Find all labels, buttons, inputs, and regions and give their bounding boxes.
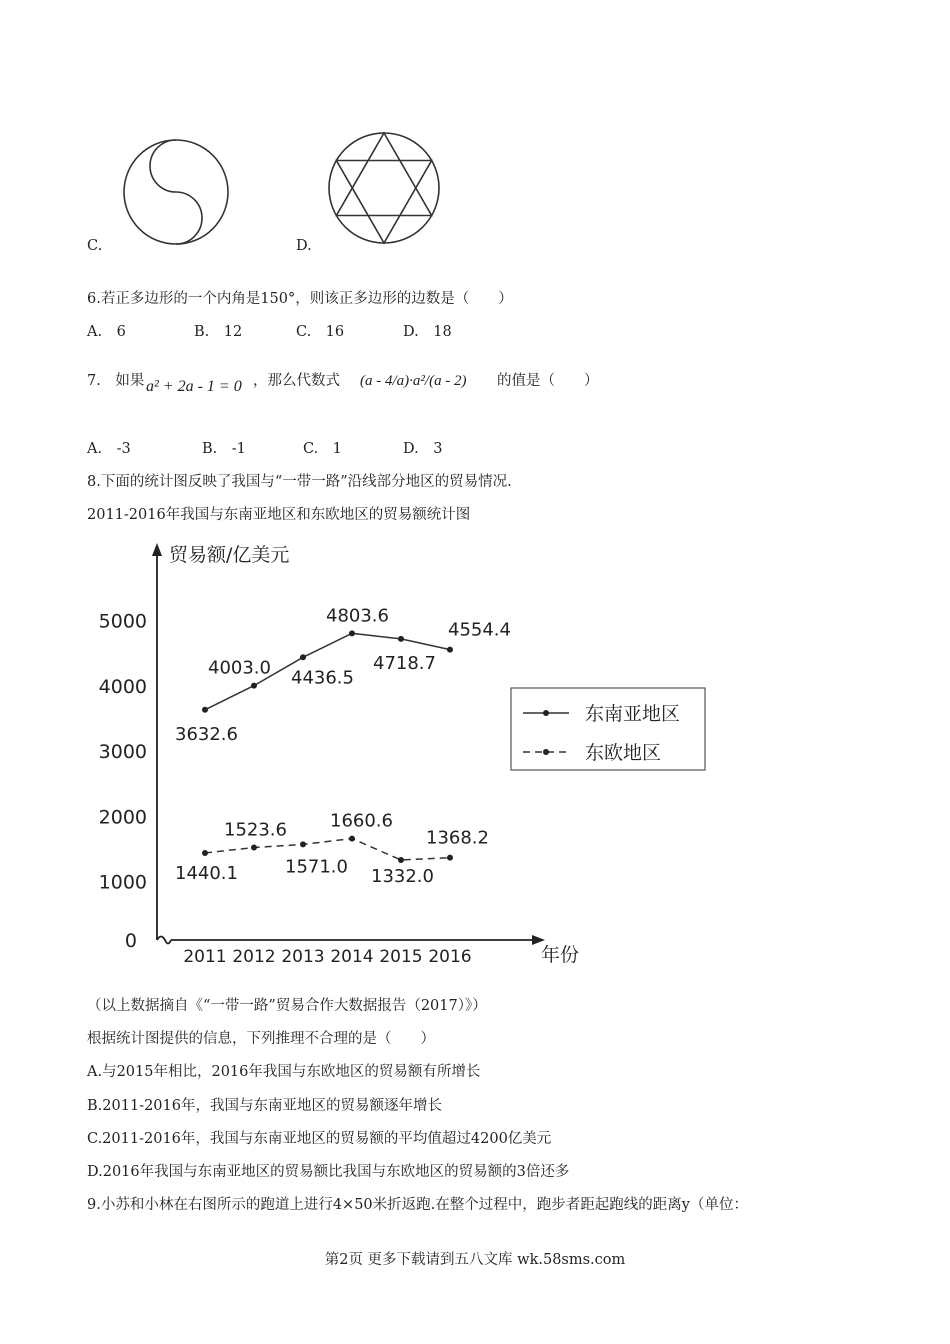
x-tick-label: 2015 xyxy=(379,947,423,967)
q6-option-b: B. 12 xyxy=(194,324,243,340)
x-tick-label: 2014 xyxy=(330,947,374,967)
data-source-note: （以上数据摘自《“一带一路”贸易合作大数据报告（2017）》） xyxy=(87,998,487,1014)
y-tick-label: 4000 xyxy=(98,675,147,698)
data-label: 3632.6 xyxy=(175,723,238,745)
x-tick-label: 2011 xyxy=(183,947,227,967)
q7-mid: ，那么代数式 xyxy=(253,373,340,389)
q8-option-c: C.2011-2016年，我国与东南亚地区的贸易额的平均值超过4200亿美元 xyxy=(87,1131,552,1147)
data-label: 4554.4 xyxy=(448,619,511,641)
data-point xyxy=(300,654,306,660)
q7-condition: a² + 2a - 1 = 0 xyxy=(146,378,242,395)
y-tick-label: 0 xyxy=(124,930,137,952)
data-label: 4803.6 xyxy=(326,605,389,627)
data-point xyxy=(349,836,355,842)
data-point xyxy=(398,857,404,863)
data-point xyxy=(202,707,208,713)
data-point xyxy=(202,850,208,856)
axis-break xyxy=(157,937,171,944)
q7-tail: 的值是（ ） xyxy=(497,373,599,389)
option-d-label: D. xyxy=(296,238,312,254)
legend-marker xyxy=(543,710,549,716)
data-point xyxy=(349,630,355,636)
data-label: 4436.5 xyxy=(291,667,354,689)
page-footer: 第2页 更多下载请到五八文库 wk.58sms.com xyxy=(324,1252,626,1268)
chart-caption: 2011-2016年我国与东南亚地区和东欧地区的贸易额统计图 xyxy=(87,507,471,523)
legend-label: 东南亚地区 xyxy=(585,703,681,725)
q6-option-a: A. 6 xyxy=(87,324,126,340)
data-point xyxy=(447,647,453,653)
data-point xyxy=(300,841,306,847)
data-point xyxy=(251,845,257,851)
trade-line-chart xyxy=(95,535,681,975)
q7-option-c: C. 1 xyxy=(303,441,342,457)
data-point xyxy=(398,636,404,642)
q8-option-b: B.2011-2016年，我国与东南亚地区的贸易额逐年增长 xyxy=(87,1098,442,1114)
yin-yang-figure xyxy=(118,135,236,247)
q6-option-c: C. 16 xyxy=(296,324,345,340)
q7-option-a: A. -3 xyxy=(87,441,131,457)
y-tick-label: 1000 xyxy=(98,871,147,894)
y-tick-label: 2000 xyxy=(98,806,147,829)
q7-option-d: D. 3 xyxy=(403,441,443,457)
q8-option-a: A.与2015年相比，2016年我国与东欧地区的贸易额有所增长 xyxy=(87,1064,481,1080)
x-tick-label: 2013 xyxy=(281,947,325,967)
q8-question: 根据统计图提供的信息，下列推理不合理的是（ ） xyxy=(87,1031,435,1047)
q7-lead: 7. 如果 xyxy=(87,373,145,389)
data-label: 1440.1 xyxy=(175,862,238,884)
data-label: 1660.6 xyxy=(330,810,393,832)
q7-option-b: B. -1 xyxy=(202,441,246,457)
q8-option-d: D.2016年我国与东南亚地区的贸易额比我国与东欧地区的贸易额的3倍还多 xyxy=(87,1164,570,1180)
data-point xyxy=(251,683,257,689)
data-label: 4718.7 xyxy=(373,652,436,674)
y-axis-label: 贸易额/亿美元 xyxy=(169,544,290,566)
q7-expression: (a - 4/a)·a²/(a - 2) xyxy=(360,373,467,389)
data-label: 1571.0 xyxy=(285,856,348,878)
x-axis-label: 年份 xyxy=(541,944,580,966)
data-label: 1368.2 xyxy=(426,827,489,849)
star-of-david-figure xyxy=(322,128,446,248)
y-axis-arrow xyxy=(152,543,162,556)
data-label: 1332.0 xyxy=(371,866,434,888)
q6-option-d: D. 18 xyxy=(403,324,452,340)
option-c-label: C. xyxy=(87,238,103,254)
legend-marker xyxy=(543,749,549,755)
q8-stem: 8.下面的统计图反映了我国与“一带一路”沿线部分地区的贸易情况. xyxy=(87,474,512,490)
y-tick-label: 5000 xyxy=(98,610,147,633)
data-label: 1523.6 xyxy=(224,819,287,841)
y-tick-label: 3000 xyxy=(98,741,147,764)
data-point xyxy=(447,855,453,861)
data-label: 4003.0 xyxy=(208,657,271,679)
x-tick-label: 2012 xyxy=(232,947,276,967)
x-tick-label: 2016 xyxy=(428,947,472,967)
q9-stem: 9.小苏和小林在右图所示的跑道上进行4×50米折返跑.在整个过程中，跑步者距起跑线的距离y（单位： xyxy=(87,1197,748,1213)
legend-label: 东欧地区 xyxy=(585,742,662,764)
q6-stem: 6.若正多边形的一个内角是150°，则该正多边形的边数是（ ） xyxy=(87,291,513,307)
